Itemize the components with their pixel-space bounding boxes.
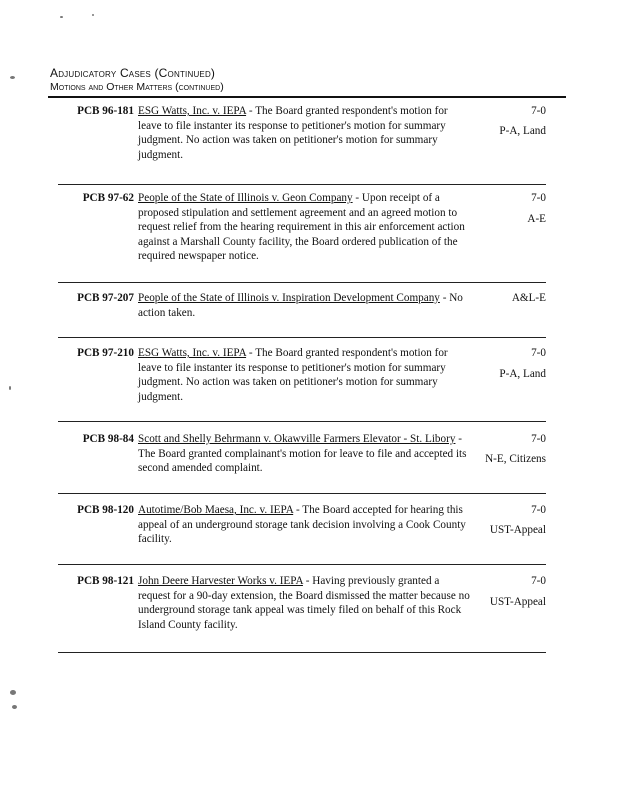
case-description [138, 346, 472, 404]
scan-speck [10, 76, 15, 79]
case-divider [58, 282, 546, 283]
case-title: People of the State of Illinois v. Inspiration Development Company [138, 292, 440, 304]
case-text: - The Board granted complainant's motion for leave to file and accepted its second amended complaint. [138, 433, 467, 475]
case-category: P-A, Land [499, 125, 546, 137]
case-title: ESG Watts, Inc. v. IEPA [138, 347, 247, 359]
case-description [138, 191, 472, 264]
case-category: N-E, Citizens [485, 453, 546, 465]
case-vote: 7-0 [531, 575, 546, 587]
case-title: John Deere Harvester Works v. IEPA [138, 575, 303, 587]
case-number: PCB 97-62 [82, 192, 134, 204]
case-entry [60, 503, 546, 553]
section-subtitle: Motions and Other Matters (continued) [50, 81, 224, 93]
case-description [138, 574, 472, 632]
header-rule [48, 96, 566, 98]
case-divider [58, 184, 546, 185]
case-text: - The Board granted respondent's motion for leave to file instanter its response to petitioner's motion for summary judgment. No action was taken on petitioner's motion for summary judgment. [138, 347, 448, 403]
case-divider [58, 564, 546, 565]
case-text: - The Board accepted for hearing this appeal of an underground storage tank decision involving a Cook County facility. [138, 504, 466, 546]
case-text: - The Board granted respondent's motion for leave to file instanter its response to petitioner's motion for summary judgment. No action was taken on petitioner's motion for summary judgment. [138, 105, 448, 161]
scan-speck [12, 705, 17, 709]
case-number: PCB 97-207 [77, 292, 134, 304]
case-number: PCB 98-120 [77, 504, 134, 516]
case-entry [60, 432, 546, 482]
case-divider [58, 652, 546, 653]
case-title: ESG Watts, Inc. v. IEPA [138, 105, 247, 117]
case-vote: 7-0 [531, 347, 546, 359]
case-text: - No action taken. [138, 292, 463, 319]
case-entry [60, 104, 546, 168]
case-number: PCB 98-84 [82, 433, 134, 445]
case-number: PCB 96-181 [77, 105, 134, 117]
case-title: People of the State of Illinois v. Geon Company [138, 192, 353, 204]
case-number: PCB 97-210 [77, 347, 134, 359]
case-entry [60, 346, 546, 410]
case-description [138, 104, 472, 162]
case-category: A-E [527, 213, 546, 225]
case-description [138, 432, 472, 476]
section-title: Adjudicatory Cases (Continued) [50, 66, 216, 80]
case-divider [58, 493, 546, 494]
case-description [138, 503, 472, 547]
case-vote: 7-0 [531, 433, 546, 445]
case-entry [60, 191, 546, 269]
case-title: Autotime/Bob Maesa, Inc. v. IEPA [138, 504, 294, 516]
scan-speck [92, 14, 94, 16]
case-category: P-A, Land [499, 368, 546, 380]
case-vote: 7-0 [531, 192, 546, 204]
case-title: Scott and Shelly Behrmann v. Okawville Farmers Elevator - St. Libory [138, 433, 456, 445]
case-description [138, 291, 482, 320]
case-divider [58, 337, 546, 338]
case-text: - Having previously granted a request for a 90-day extension, the Board dismissed the matter because no underground storage tank appeal was timely filed on behalf of this Rock Island County facility. [138, 575, 470, 631]
case-entry [60, 291, 546, 325]
case-category: UST-Appeal [489, 596, 546, 608]
case-divider [58, 421, 546, 422]
section-header [50, 66, 564, 94]
scan-speck [60, 16, 63, 18]
scan-speck [10, 690, 16, 695]
case-vote: 7-0 [531, 105, 546, 117]
case-category: UST-Appeal [489, 524, 546, 536]
case-category: A&L-E [511, 292, 546, 304]
case-entry [60, 574, 546, 638]
case-number: PCB 98-121 [77, 575, 134, 587]
case-vote: 7-0 [531, 504, 546, 516]
case-text: - Upon receipt of a proposed stipulation and settlement agreement and an agreed motion to request relief from the hearing requirement in this air enforcement action against a Marshall County facility, the Board ordered publication of the required newspaper notice. [138, 192, 465, 263]
scan-speck [9, 386, 11, 390]
